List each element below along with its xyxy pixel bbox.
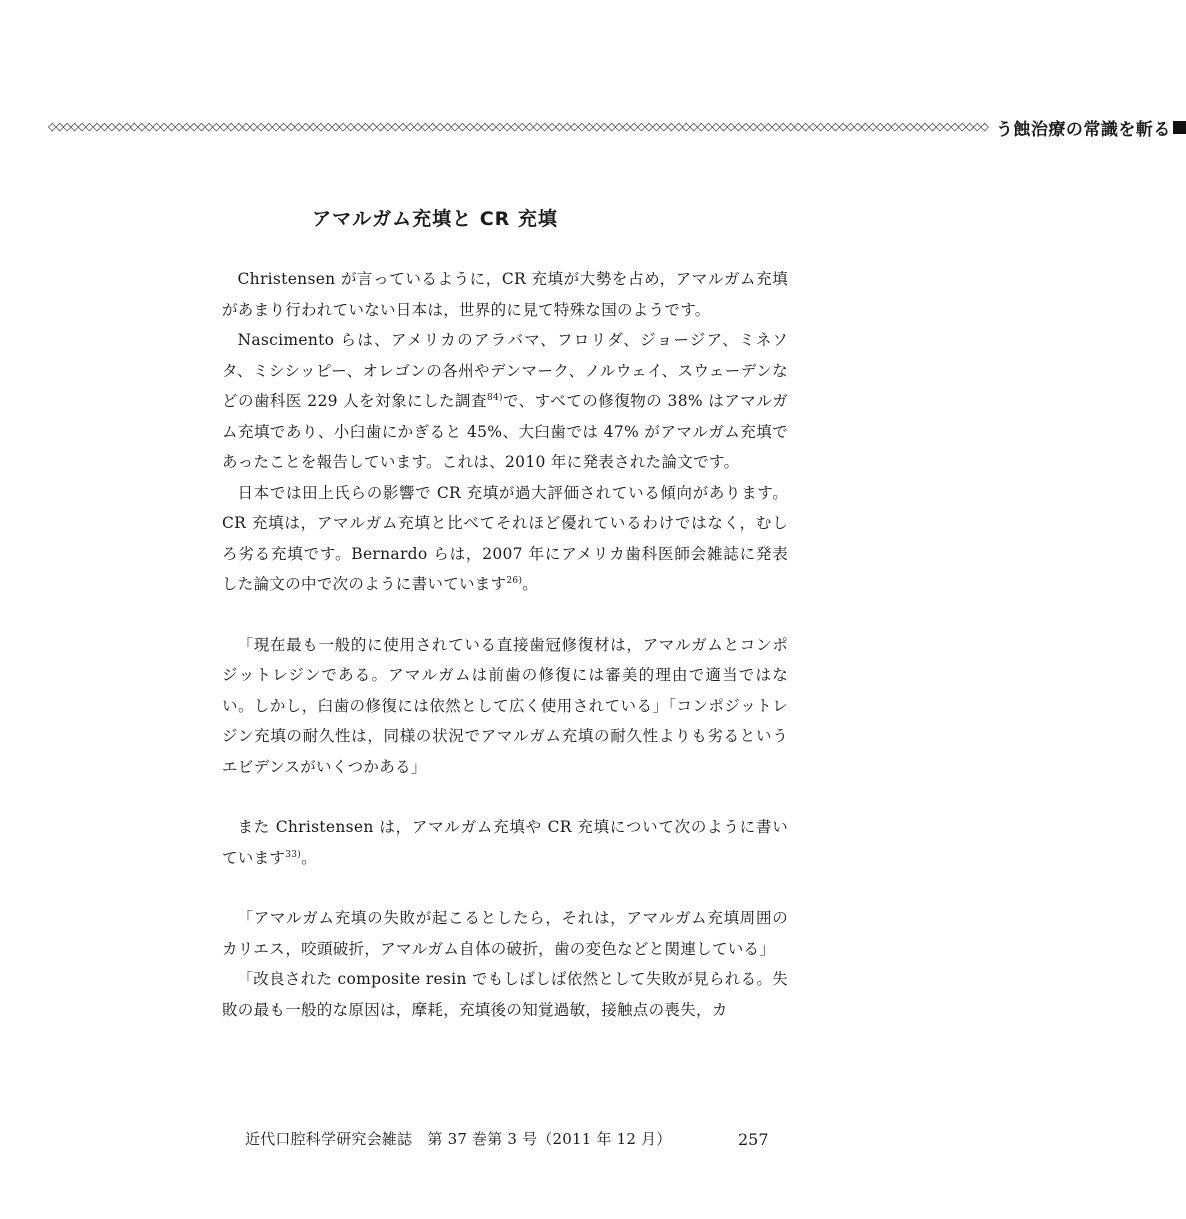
paragraph-text: 。 — [301, 848, 317, 867]
paragraph — [222, 478, 788, 600]
paragraph-text: で、すべての修復物の 38% はアマルガム充填であり、小臼歯にかぎると 45%、大臼歯では 47% がアマルガム充填であったことを報告しています。これは、2010 年に発表された論文です。 — [222, 392, 789, 471]
page-number: 257 — [738, 1130, 769, 1149]
journal-footer: 近代口腔科学研究会雑誌 第 37 巻第 3 号（2011 年 12 月） — [245, 1130, 672, 1148]
quotation — [222, 630, 788, 783]
header-square-icon — [1173, 121, 1186, 134]
header-title: う蝕治療の常識を斬る — [995, 119, 1171, 140]
paragraph-text: Christensen が言っているように，CR 充填が大勢を占め，アマルガム充填があまり行われていない日本は，世界的に見て特殊な国のようです。 — [222, 270, 788, 319]
paragraph-text: 。 — [522, 575, 539, 593]
spacer — [222, 600, 788, 630]
quotation-text: 「アマルガム充填の失敗が起こるとしたら，それは，アマルガム充填周囲のカリエス，咬頭破折，アマルガム自体の破折，歯の変色などと関連している」 — [222, 909, 788, 958]
quotation — [222, 903, 788, 964]
running-header — [48, 112, 1171, 142]
paragraph-text: Nascimento らは、アメリカのアラバマ、フロリダ、ジョージア、ミネソタ、ミシシッピー、オレゴンの各州やデンマーク、ノルウェイ、スウェーデンなどの歯科医 229 人を対象にした調査 — [222, 331, 788, 410]
reference-marker: 84) — [486, 392, 503, 403]
paragraph — [222, 264, 788, 325]
section-title: アマルガム充填と CR 充填 — [312, 208, 558, 230]
paragraph — [222, 325, 788, 478]
paragraph-text: また Christensen は，アマルガム充填や CR 充填について次のように書いています — [222, 818, 788, 867]
paragraph — [222, 812, 788, 873]
quotation-text: 「改良された composite resin でもしばしば依然として失敗が見られる。失敗の最も一般的な原因は，摩耗，充填後の知覚過敏，接触点の喪失，カ — [222, 970, 788, 1019]
quotation-text: 「現在最も一般的に使用されている直接歯冠修復材は，アマルガムとコンポジットレジンである。アマルガムは前歯の修復には審美的理由で適当ではない。しかし，臼歯の修復には依然として広く使用されている」「コンポジットレジン充填の耐久性は，同様の状況でアマルガム充填の耐久性よりも劣るというエビデンスがいくつかある」 — [222, 635, 788, 776]
spacer — [222, 782, 788, 812]
paragraph-text: 日本では田上氏らの影響で CR 充填が過大評価されている傾向があります。CR 充填は，アマルガム充填と比べてそれほど優れているわけではなく，むしろ劣る充填です。Bernardo らは，2007 年にアメリカ歯科医師会雑誌に発表した論文の中で次のように書いています — [222, 483, 788, 593]
reference-marker: 33) — [285, 849, 302, 860]
article-body — [222, 264, 788, 1025]
quotation — [222, 964, 788, 1025]
reference-marker: 26) — [506, 575, 523, 586]
header-ornament: ◇◇◇◇◇◇◇◇◇◇◇◇◇◇◇◇◇◇◇◇◇◇◇◇◇◇◇◇◇◇◇◇◇◇◇◇◇◇◇◇◇◇◇◇◇◇◇◇◇◇◇◇◇◇◇◇◇◇◇◇◇◇◇◇◇◇◇◇◇◇◇◇◇◇◇◇◇◇◇◇◇◇◇◇◇◇◇◇◇◇◇◇◇◇◇◇◇◇◇◇◇◇◇◇◇◇◇◇◇◇◇◇◇◇◇◇◇◇◇◇◇◇◇◇◇◇ — [48, 120, 988, 133]
spacer — [222, 873, 788, 903]
